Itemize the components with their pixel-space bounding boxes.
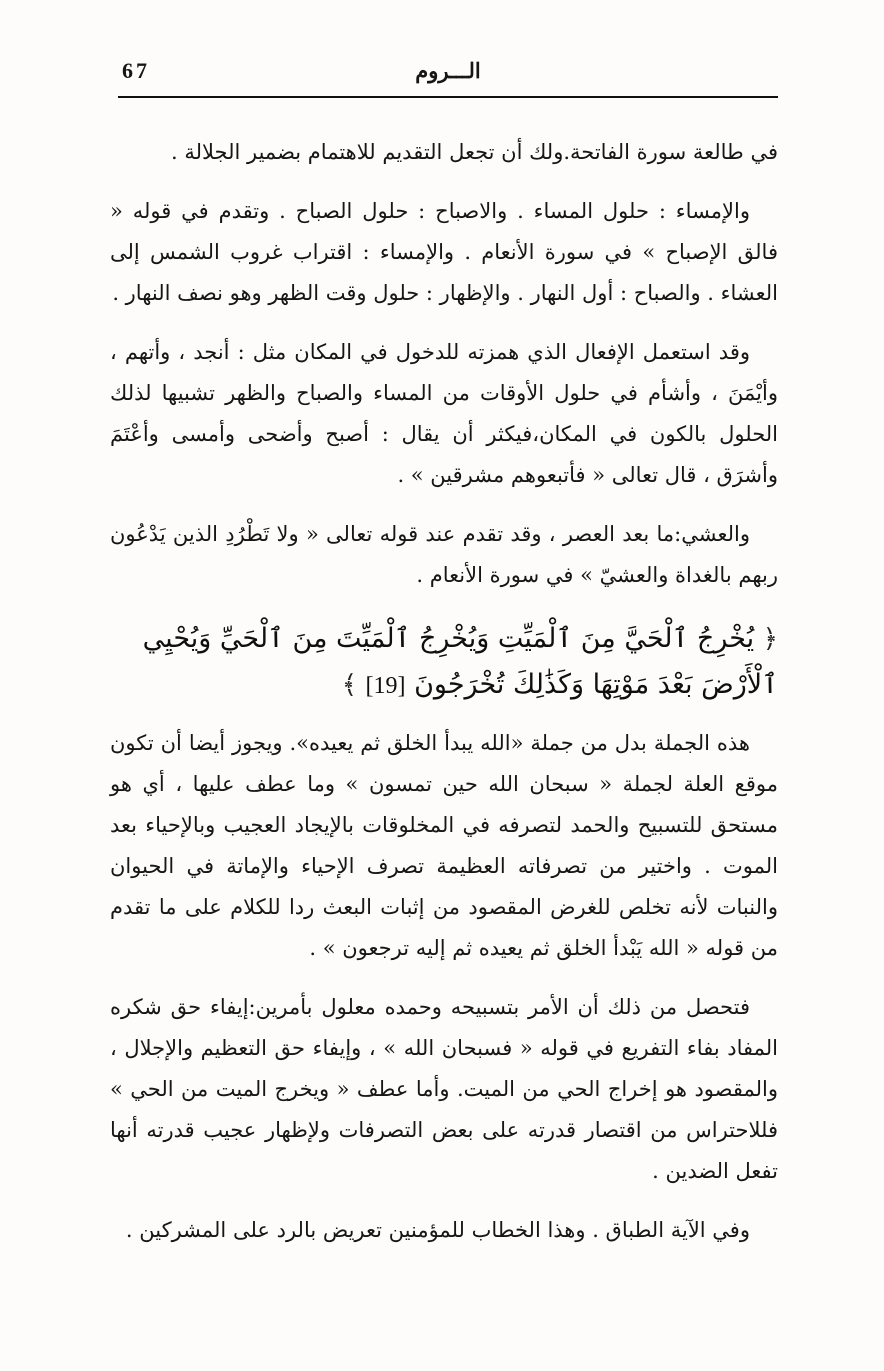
paragraph: والعشي:ما بعد العصر ، وقد تقدم عند قوله تعالى « ولا تَطْرُدِ الذين يَدْعُون ربهم بالغداة والعشيّ » في سورة الأنعام .	[110, 522, 778, 587]
verse-open-bracket: ﴿	[762, 624, 778, 654]
paragraph: والإمساء : حلول المساء . والاصباح : حلول الصباح . وتقدم في قوله « فالق الإصباح » في سورة الأنعام . والإمساء : اقتراب غروب الشمس إلى العشاء . والصباح : أول النهار . والإظهار : حلول وقت الظهر وهو نصف النهار .	[110, 199, 778, 305]
verse-text: يُخْرِجُ ٱلْحَيَّ مِنَ ٱلْمَيِّتِ وَيُخْرِجُ ٱلْمَيِّتَ مِنَ ٱلْحَيِّ وَيُحْيِي ٱلْأَرْضَ بَعْدَ مَوْتِهَا وَكَذَٰلِكَ تُخْرَجُونَ	[142, 623, 778, 700]
paragraph: وفي الآية الطباق . وهذا الخطاب للمؤمنين تعريض بالرد على المشركين .	[125, 1218, 750, 1242]
page-header	[118, 56, 778, 98]
running-title: الـــروم	[415, 58, 481, 83]
quran-verse	[110, 616, 778, 709]
page-body	[110, 132, 778, 1269]
paragraph: هذه الجملة بدل من جملة «الله يبدأ الخلق ثم يعيده». ويجوز أيضا أن تكون موقع العلة لجملة « سبحان الله حين تمسون » وما عطف عليها ، أي هو مستحق للتسبيح والحمد لتصرفه في المخلوقات بالإيجاد العجيب وبالإحياء بعد الموت . واختير من تصرفاته العظيمة تصرف الإحياء والإماتة في الحيوان والنبات لأنه تخلص للغرض المقصود من إثبات البعث ردا للكلام على ما تقدم من قوله « الله يَبْدأ الخلق ثم يعيده ثم إليه ترجعون » .	[110, 731, 778, 960]
paragraph: فتحصل من ذلك أن الأمر بتسبيحه وحمده معلول بأمرين:إيفاء حق شكره المفاد بفاء التفريع في قوله « فسبحان الله » ، وإيفاء حق التعظيم والإجلال ، والمقصود هو إخراج الحي من الميت. وأما عطف « ويخرج الميت من الحي » فللاحتراس من اقتصار قدرته على بعض التصرفات ولإظهار عجيب قدرته أنها تفعل الضدين .	[110, 995, 778, 1183]
paragraph: وقد استعمل الإفعال الذي همزته للدخول في المكان مثل : أنجد ، وأتهم ، وأيْمَنَ ، وأشأم في حلول الأوقات من المساء والصباح والظهر تشبيها لذلك الحلول بالكون في المكان،فيكثر أن يقال : أصبح وأضحى وأمسى وأعْتَمَ وأشرَق ، قال تعالى « فأتبعوهم مشرقين » .	[110, 340, 778, 487]
verse-close-bracket: ﴾	[341, 670, 357, 700]
page-number: 67	[122, 58, 150, 83]
paragraph: في طالعة سورة الفاتحة.ولك أن تجعل التقديم للاهتمام بضمير الجلالة .	[171, 140, 778, 164]
verse-number: [19]	[365, 673, 406, 699]
